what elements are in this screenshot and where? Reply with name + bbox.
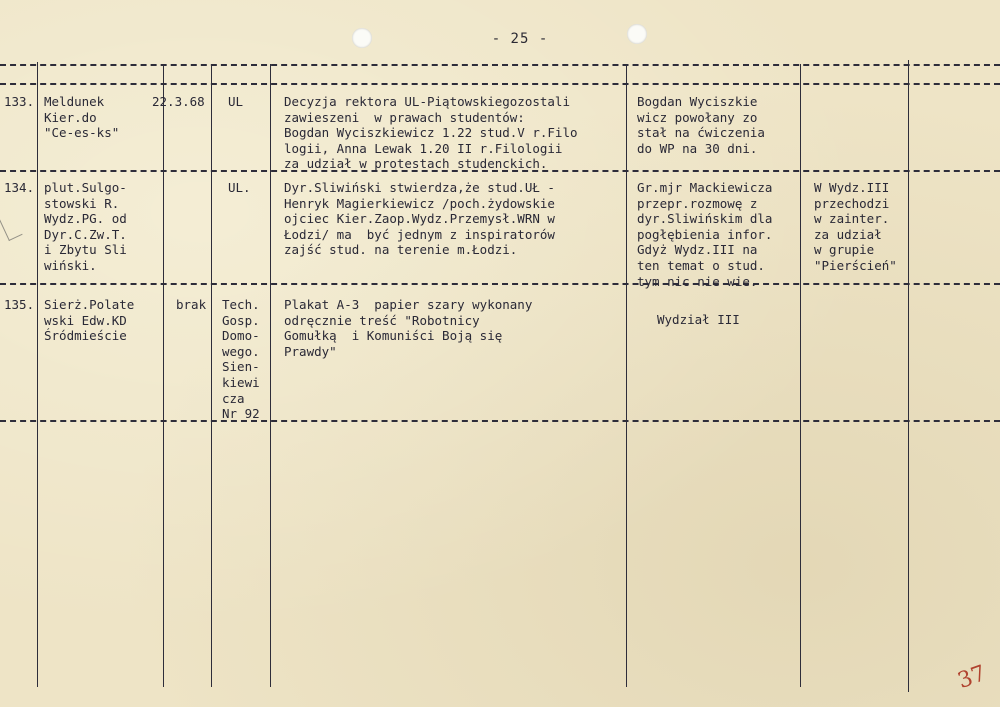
row-133-content: Decyzja rektora UL-Piątowskiegozostali zawieszeni w prawach studentów: Bogdan Wyciszkiewicz 1.22 stud.V r.Filo logii, Anna Lewak 1.20 II r.Filologii za udział w protestach studenckich. — [284, 94, 578, 172]
row-134-number: 134. — [4, 180, 35, 195]
row-134-action: Gr.mjr Mackiewicza przepr.rozmowę z dyr.Sliwińskim dla pogłębienia infor. Gdyż Wydz.III na ten temat o stud. tym nic nie wie. — [637, 180, 773, 289]
row-133-place: UL — [228, 94, 244, 109]
column-rule-5 — [626, 64, 627, 687]
table-rule-top-2 — [0, 83, 1000, 85]
row-133-date: 22.3.68 — [152, 94, 205, 109]
row-134-source: plut.Sulgo- stowski R. Wydz.PG. od Dyr.C.Zw.T. i Zbytu Sli wiński. — [44, 180, 127, 273]
column-rule-3 — [211, 64, 212, 687]
column-rule-2 — [163, 64, 164, 687]
row-135-date: brak — [176, 297, 207, 312]
column-rule-4 — [270, 64, 271, 687]
row-135-action: Wydział III — [657, 312, 740, 327]
row-135-number: 135. — [4, 297, 35, 312]
row-133-source: Meldunek Kier.do "Ce-es-ks" — [44, 94, 120, 141]
row-135-source: Sierż.Polate wski Edw.KD Śródmieście — [44, 297, 135, 344]
table-rule-top-1 — [0, 64, 1000, 66]
row-134-place: UL. — [228, 180, 251, 195]
column-rule-7 — [908, 60, 909, 692]
row-135-place: Tech. Gosp. Domo- wego. Sien- kiewi cza Nr 92 — [222, 297, 260, 422]
row-134-content: Dyr.Sliwiński stwierdza,że stud.UŁ - Henryk Magierkiewicz /poch.żydowskie ojciec Kier.Zaop.Wydz.Przemysł.WRN w Łodzi/ ma być jednym z inspiratorów zajść stud. na terenie m.Łodzi. — [284, 180, 555, 258]
pencil-check-mark — [0, 212, 23, 241]
row-133-action: Bogdan Wyciszkie wicz powołany zo stał na ćwiczenia do WP na 30 dni. — [637, 94, 765, 156]
punch-hole-right — [627, 24, 647, 44]
punch-hole-left — [352, 28, 372, 48]
row-separator-134 — [0, 283, 1000, 285]
row-134-notes: W Wydz.III przechodzi w zainter. za udział w grupie "Pierścień" — [814, 180, 897, 273]
column-rule-6 — [800, 64, 801, 687]
row-133-number: 133. — [4, 94, 35, 109]
page-number: - 25 - — [491, 31, 549, 47]
margin-archival-mark: 37 — [954, 660, 990, 695]
row-135-content: Plakat A-3 papier szary wykonany odręcznie treść "Robotnicy Gomułką i Komuniści Boją się Prawdy" — [284, 297, 533, 359]
row-separator-135 — [0, 420, 1000, 422]
column-rule-1 — [37, 62, 38, 687]
